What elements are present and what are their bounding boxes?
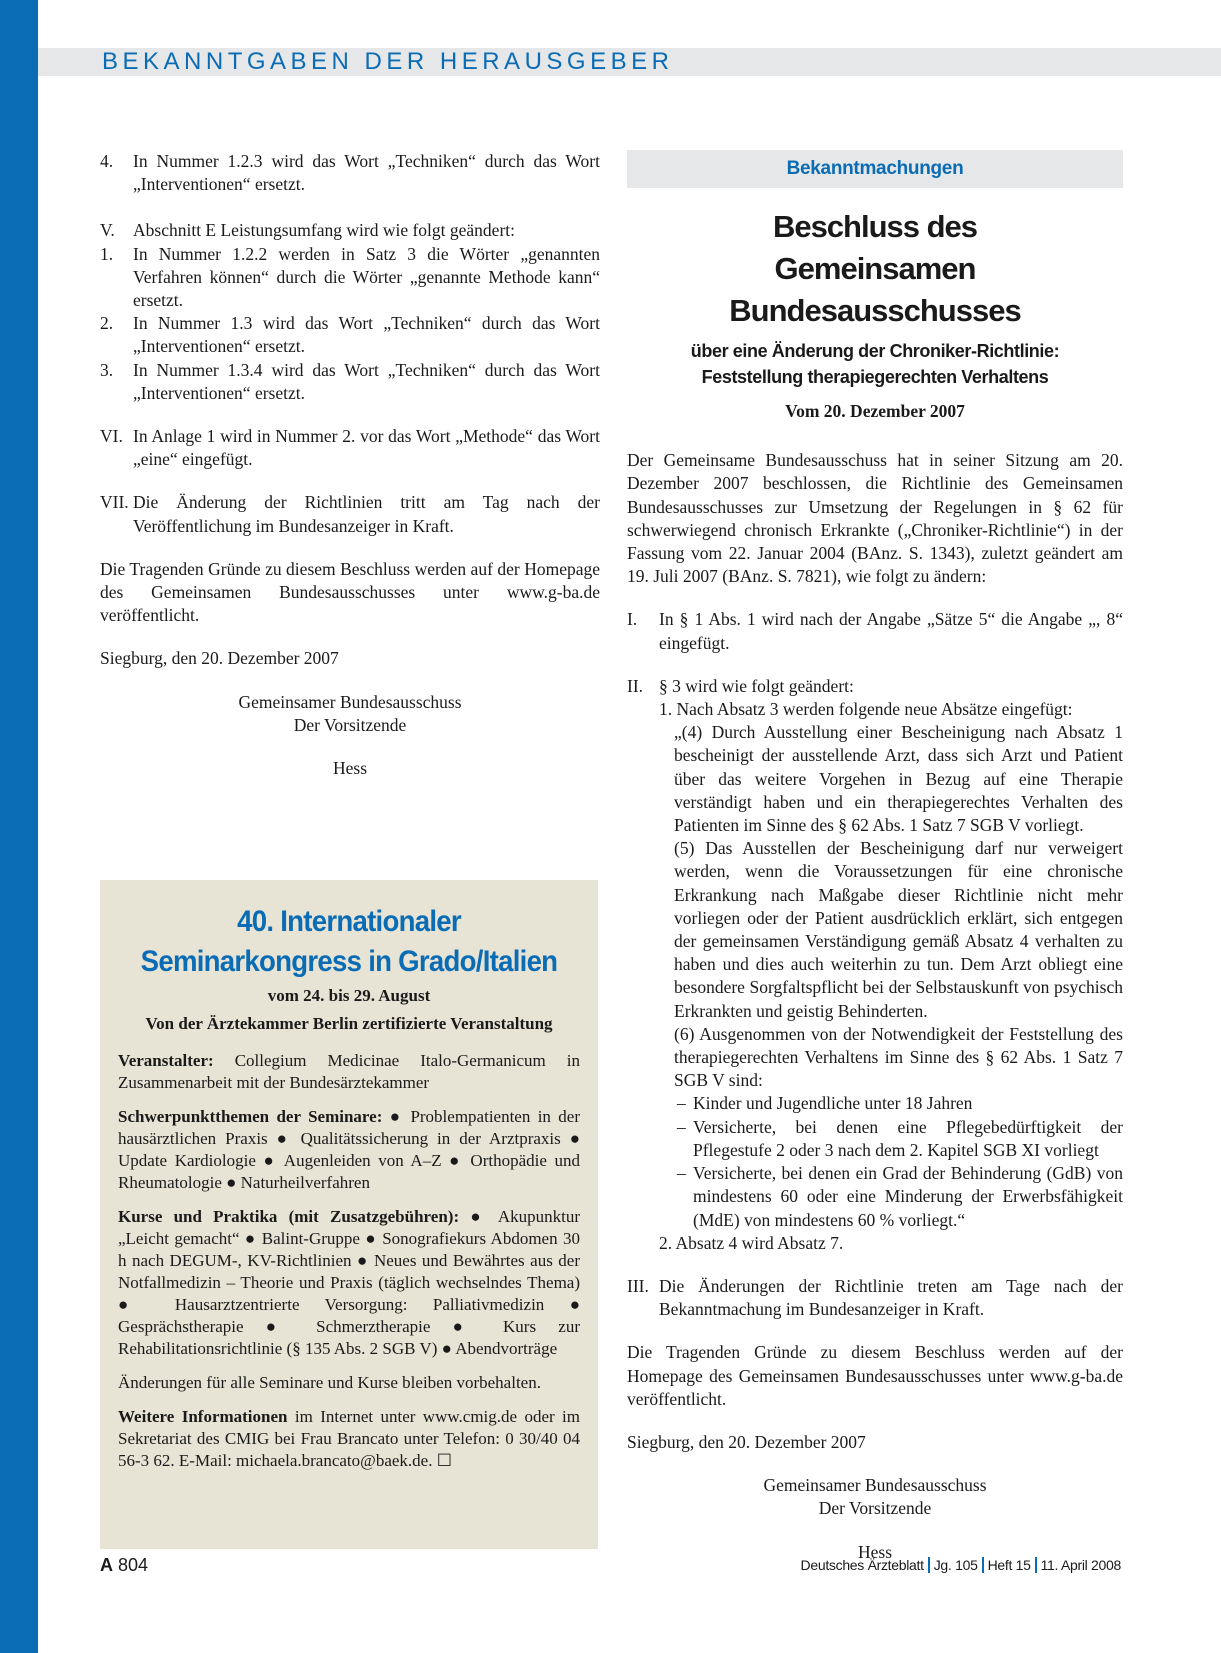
resolution-title: Beschluss des Gemeinsamen Bundesausschusses — [729, 209, 1021, 328]
sidebar-accent-bar — [0, 0, 38, 1653]
bekanntmachungen-band: Bekanntmachungen — [627, 150, 1123, 188]
journal-citation: Deutsches Ärzteblatt Jg. 105 Heft 15 11. April 2008 — [800, 1557, 1121, 1573]
kongress-courses: Kurse und Praktika (mit Zusatzgebühren): ● Akupunktur „Leicht gemacht“ ● Balint-Gruppe ● Sonografiekurs Abdomen 30 h nach DEGUM-, KV-Richtlinien ● Neues und Bewährtes aus der Notfallmedizin – Theorie und Praxis (täglich wechselndes Thema) ● Hausarztzentrierte Versorgung: Palliativmedizin ● Gesprächstherapie ● Schmerztherapie ● Kurs zur Rehabilitationsrichtlinie (§ 135 Abs. 2 SGB V) ● Abendvorträge — [118, 1207, 581, 1358]
resolution-date: Vom 20. Dezember 2007 — [785, 401, 965, 421]
right-column — [627, 150, 1123, 1564]
paragraph-4: „(4) Durch Ausstellung einer Bescheinigung nach Absatz 1 bescheinigt der ausstellende Arzt, dass sich Arzt und Patient über das weitere Vorgehen in Bezug auf eine Therapie verständigt haben und ein therapiegerechtes Verhalten des Patienten im Sinne des § 62 Abs. 1 Satz 7 SGB V vorliegt. — [674, 722, 1123, 836]
list-item: 3. In Nummer 1.3.4 wird das Wort „Techniken“ durch das Wort „Interventionen“ ersetzt. — [100, 359, 600, 403]
sub-item: 2. Absatz 4 wird Absatz 7. — [659, 1232, 844, 1253]
kongress-info: Weitere Informationen im Internet unter www.cmig.de oder im Sekretariat des CMIG bei Frau Brancato unter Telefon: 0 30/40 04 56-3 62. E-Mail: michaela.brancato@baek.de. ☐ — [118, 1407, 580, 1470]
signatory-role: Der Vorsitzende — [818, 1498, 932, 1519]
section-header-title: BEKANNTGABEN DER HERAUSGEBER — [102, 48, 674, 75]
list-item: 1. In Nummer 1.2.2 werden in Satz 3 die Wörter „genannten Verfahren können“ durch die Wörter „genannte Methode kann“ ersetzt. — [100, 243, 600, 311]
page-number: A 804 — [100, 1555, 149, 1575]
list-item: I. In § 1 Abs. 1 wird nach der Angabe „Sätze 5“ die Angabe „, 8“ eingefügt. — [627, 609, 1123, 653]
signatory-org: Gemeinsamer Bundesausschuss — [763, 1475, 987, 1496]
kongress-dates: vom 24. bis 29. August — [267, 986, 431, 1005]
list-item: III. Die Änderungen der Richtlinie treten am Tage nach der Bekanntmachung im Bundesanzeiger in Kraft. — [627, 1275, 1123, 1320]
kongress-certification: Von der Ärztekammer Berlin zertifizierte Veranstaltung — [145, 1014, 553, 1033]
list-item: 4. In Nummer 1.2.3 wird das Wort „Techniken“ durch das Wort „Interventionen“ ersetzt. — [100, 151, 600, 195]
reasons-paragraph: Die Tragenden Gründe zu diesem Beschluss werden auf der Homepage des Gemeinsamen Bundesausschusses unter www.g-ba.de veröffentlicht. — [627, 1342, 1123, 1409]
kongress-changes: Änderungen für alle Seminare und Kurse bleiben vorbehalten. — [118, 1373, 541, 1392]
resolution-subtitle: über eine Änderung der Chroniker-Richtlinie: Feststellung therapiegerechten Verhaltens — [690, 341, 1060, 387]
list-item: VI. In Anlage 1 wird in Nummer 2. vor das Wort „Methode“ das Wort „eine“ eingefügt. — [100, 426, 600, 470]
list-item: II. § 3 wird wie folgt geändert: — [627, 675, 854, 696]
signatory-name: Hess — [857, 1541, 893, 1562]
sub-item: 1. Nach Absatz 3 werden folgende neue Absätze eingefügt: — [659, 699, 1073, 720]
place-date: Siegburg, den 20. Dezember 2007 — [627, 1431, 866, 1452]
kongress-organizer: Veranstalter: Collegium Medicinae Italo-Germanicum in Zusammenarbeit mit der Bundesärztekammer — [118, 1051, 580, 1092]
left-column — [100, 150, 600, 780]
reasons-paragraph: Die Tragenden Gründe zu diesem Beschluss werden auf der Homepage des Gemeinsamen Bundesausschusses unter www.g-ba.de veröffentlicht. — [100, 558, 600, 626]
kongress-topics: Schwerpunktthemen der Seminare: ● Problempatienten in der hausärztlichen Praxis ● Qualitätssicherung in der Arztpraxis ● Update Kardiologie ● Augenleiden von A–Z ● Orthopädie und Rheumatologie ● Naturheilverfahren — [118, 1107, 580, 1192]
paragraph-6: (6) Ausgenommen von der Notwendigkeit der Feststellung des therapiegerechten Verhaltens im Sinne des § 62 Abs. 1 Satz 7 SGB V sind: — [674, 1023, 1123, 1091]
intro-paragraph: Der Gemeinsame Bundesausschuss hat in seiner Sitzung am 20. Dezember 2007 beschlossen, die Richtlinie des Gemeinsamen Bundesausschusses zur Umsetzung der Regelungen in § 62 für schwerwiegend chronisch Erkrankte („Chroniker-Richtlinie“) in der Fassung vom 22. Januar 2004 (BAnz. S. 1343), zuletzt geändert am 19. Juli 2007 (BAnz. S. 7821), wie folgt zu ändern: — [627, 450, 1123, 587]
signatory-role: Der Vorsitzende — [293, 714, 407, 735]
list-item: V. Abschnitt E Leistungsumfang wird wie folgt geändert: — [100, 220, 516, 241]
place-date: Siegburg, den 20. Dezember 2007 — [100, 648, 339, 669]
list-item: VII. Die Änderung der Richtlinien tritt am Tag nach der Veröffentlichung im Bundesanzeiger in Kraft. — [100, 492, 600, 536]
end-mark-icon: ☐ — [436, 1451, 452, 1470]
dash-item: – Versicherte, bei denen eine Pflegebedürftigkeit der Pflegestufe 2 oder 3 nach dem 2. Kapitel SGB XI vorliegt — [677, 1116, 1123, 1160]
dash-item: – Kinder und Jugendliche unter 18 Jahren — [677, 1093, 973, 1114]
paragraph-5: (5) Das Ausstellen der Bescheinigung darf nur verweigert werden, wenn die Voraussetzungen für eine chronische Erkrankung nach Maßgabe dieser Richtlinie nicht mehr vorliegen oder der Patient ausdrücklich erklärt, sich entgegen der gemeinsamen Verständigung gemäß Absatz 4 verhalten zu haben und dies auch weiterhin zu tun. Dem Arzt obliegt eine besondere Sorgfaltspflicht bei der Selbstauskunft von psychisch Erkrankten und geistig Behinderten. — [674, 838, 1123, 1021]
signatory-org: Gemeinsamer Bundesausschuss — [238, 691, 462, 712]
dash-item: – Versicherte, bei denen ein Grad der Behinderung (GdB) von mindestens 60 oder eine Minderung der Erwerbsfähigkeit (MdE) von mindestens 60 % vorliegt.“ — [677, 1163, 1123, 1230]
list-item: 2. In Nummer 1.3 wird das Wort „Techniken“ durch das Wort „Interventionen“ ersetzt. — [100, 313, 600, 357]
signatory-name: Hess — [332, 758, 368, 779]
kongress-title: 40. Internationaler Seminarkongress in Grado/Italien — [140, 905, 558, 978]
kongress-announcement-box — [100, 880, 598, 1549]
